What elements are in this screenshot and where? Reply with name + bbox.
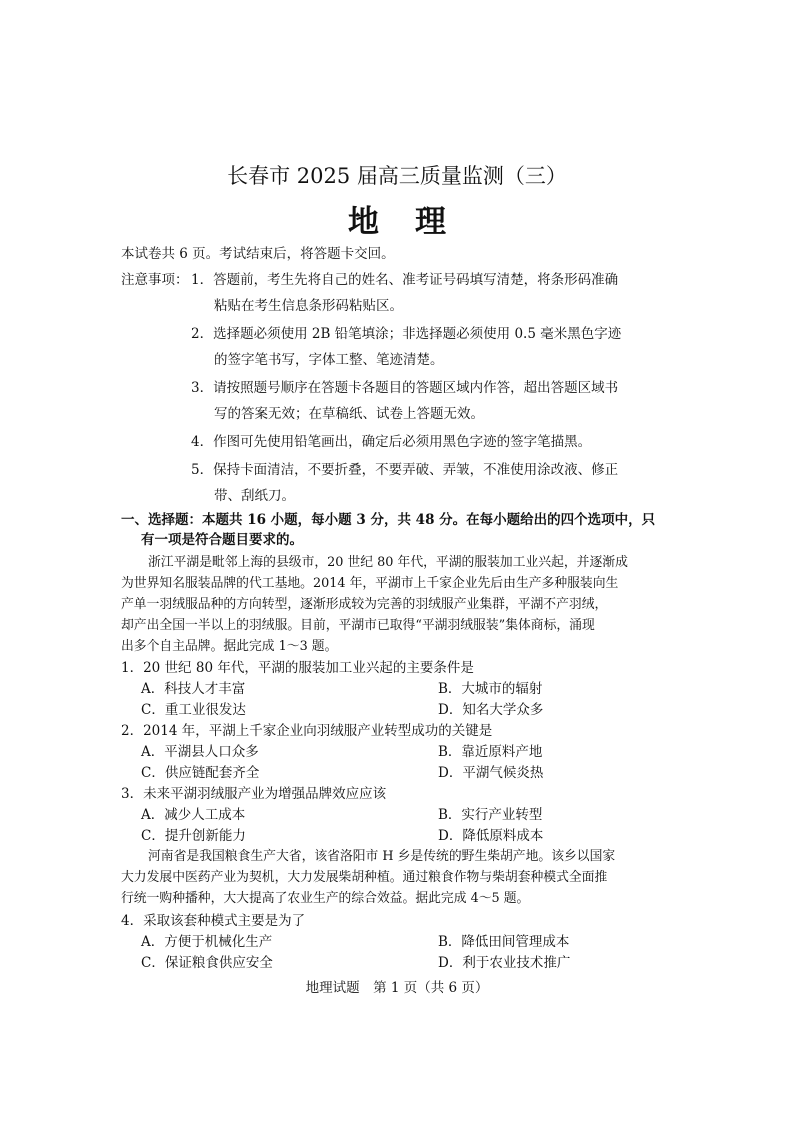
question-1-stem: 1．20 世纪 80 年代，平湖的服装加工业兴起的主要条件是: [121, 660, 474, 676]
notice-item-1-line1: 1．答题前，考生先将自己的姓名、准考证号码填写清楚，将条形码准确: [191, 272, 619, 288]
notice-item-1-line2: 粘贴在考生信息条形码粘贴区。: [214, 298, 403, 314]
passage1-line4: 却产出全国一半以上的羽绒服。目前，平湖市已取得“平湖羽绒服装”集体商标，涌现: [121, 618, 595, 633]
exam-title: 长春市 2025 届高三质量监测（三）: [227, 164, 567, 188]
question-3-option-c: C．提升创新能力: [141, 828, 246, 844]
question-3-stem: 3．未来平湖羽绒服产业为增强品牌效应应该: [121, 786, 387, 802]
question-4-option-a: A．方便于机械化生产: [141, 934, 273, 950]
question-2-stem: 2．2014 年，平湖上千家企业向羽绒服产业转型成功的关键是: [121, 723, 493, 739]
question-2-option-a: A．平湖县人口众多: [141, 744, 259, 760]
question-4-stem: 4．采取该套种模式主要是为了: [121, 913, 306, 929]
passage1-line5: 出多个自主品牌。据此完成 1～3 题。: [121, 639, 338, 654]
notice-item-5-line2: 带、刮纸刀。: [214, 488, 295, 504]
notice-item-3-line1: 3．请按照题号顺序在答题卡各题目的答题区域内作答，超出答题区域书: [191, 380, 619, 396]
notice-label: 注意事项：: [121, 272, 189, 288]
passage1-line3: 产单一羽绒服品种的方向转型，逐渐形成较为完善的羽绒服产业集群，平湖不产羽绒，: [121, 597, 608, 612]
question-2-option-d: D．平湖气候炎热: [438, 765, 544, 781]
question-4-option-c: C．保证粮食供应安全: [141, 955, 273, 971]
subject-title: 地理: [348, 204, 482, 240]
notice-item-5-line1: 5．保持卡面清洁，不要折叠，不要弄破、弄皱，不准使用涂改液、修正: [191, 462, 619, 478]
question-1-option-a: A．科技人才丰富: [141, 681, 246, 697]
question-4-option-b: B．降低田间管理成本: [438, 934, 570, 950]
question-3-option-a: A．减少人工成本: [141, 807, 246, 823]
notice-item-3-line2: 写的答案无效；在草稿纸、试卷上答题无效。: [214, 406, 484, 422]
question-3-option-d: D．降低原料成本: [438, 828, 544, 844]
question-2-option-b: B．靠近原料产地: [438, 744, 543, 760]
notice-item-4-line1: 4．作图可先使用铅笔画出，确定后必须用黑色字迹的签字笔描黑。: [191, 434, 592, 450]
question-3-option-b: B．实行产业转型: [438, 807, 543, 823]
notice-item-2-line2: 的签字笔书写，字体工整、笔迹清楚。: [214, 352, 444, 368]
page-footer: 地理试题 第 1 页（共 6 页）: [305, 980, 489, 996]
passage2-line3: 行统一购种播种，大大提高了农业生产的综合效益。据此完成 4～5 题。: [121, 891, 530, 906]
notice-item-2-line1: 2．选择题必须使用 2B 铅笔填涂；非选择题必须使用 0.5 毫米黑色字迹: [191, 326, 622, 342]
question-1-option-c: C．重工业很发达: [141, 702, 246, 718]
question-1-option-d: D．知名大学众多: [438, 702, 544, 718]
passage1-line2: 为世界知名服装品牌的代工基地。2014 年，平湖市上千家企业先后由生产多种服装向生: [121, 576, 619, 591]
question-2-option-c: C．供应链配套齐全: [141, 765, 260, 781]
passage2-line1: 河南省是我国粮食生产大省，该省洛阳市 H 乡是传统的野生柴胡产地。该乡以国家: [148, 849, 616, 864]
passage1-line1: 浙江平湖是毗邻上海的县级市，20 世纪 80 年代，平湖的服装加工业兴起，并逐渐成: [148, 555, 628, 570]
section-heading-line1: 一、选择题：本题共 16 小题，每小题 3 分，共 48 分。在每小题给出的四个选项中，只: [121, 512, 656, 528]
question-4-option-d: D．利于农业技术推广: [438, 955, 571, 971]
question-1-option-b: B．大城市的辐射: [438, 681, 543, 697]
exam-intro: 本试卷共 6 页。考试结束后，将答题卡交回。: [121, 246, 395, 262]
section-heading-line2: 有一项是符合题目要求的。: [141, 532, 303, 548]
passage2-line2: 大力发展中医药产业为契机，大力发展柴胡种植。通过粮食作物与柴胡套种模式全面推: [121, 870, 608, 885]
